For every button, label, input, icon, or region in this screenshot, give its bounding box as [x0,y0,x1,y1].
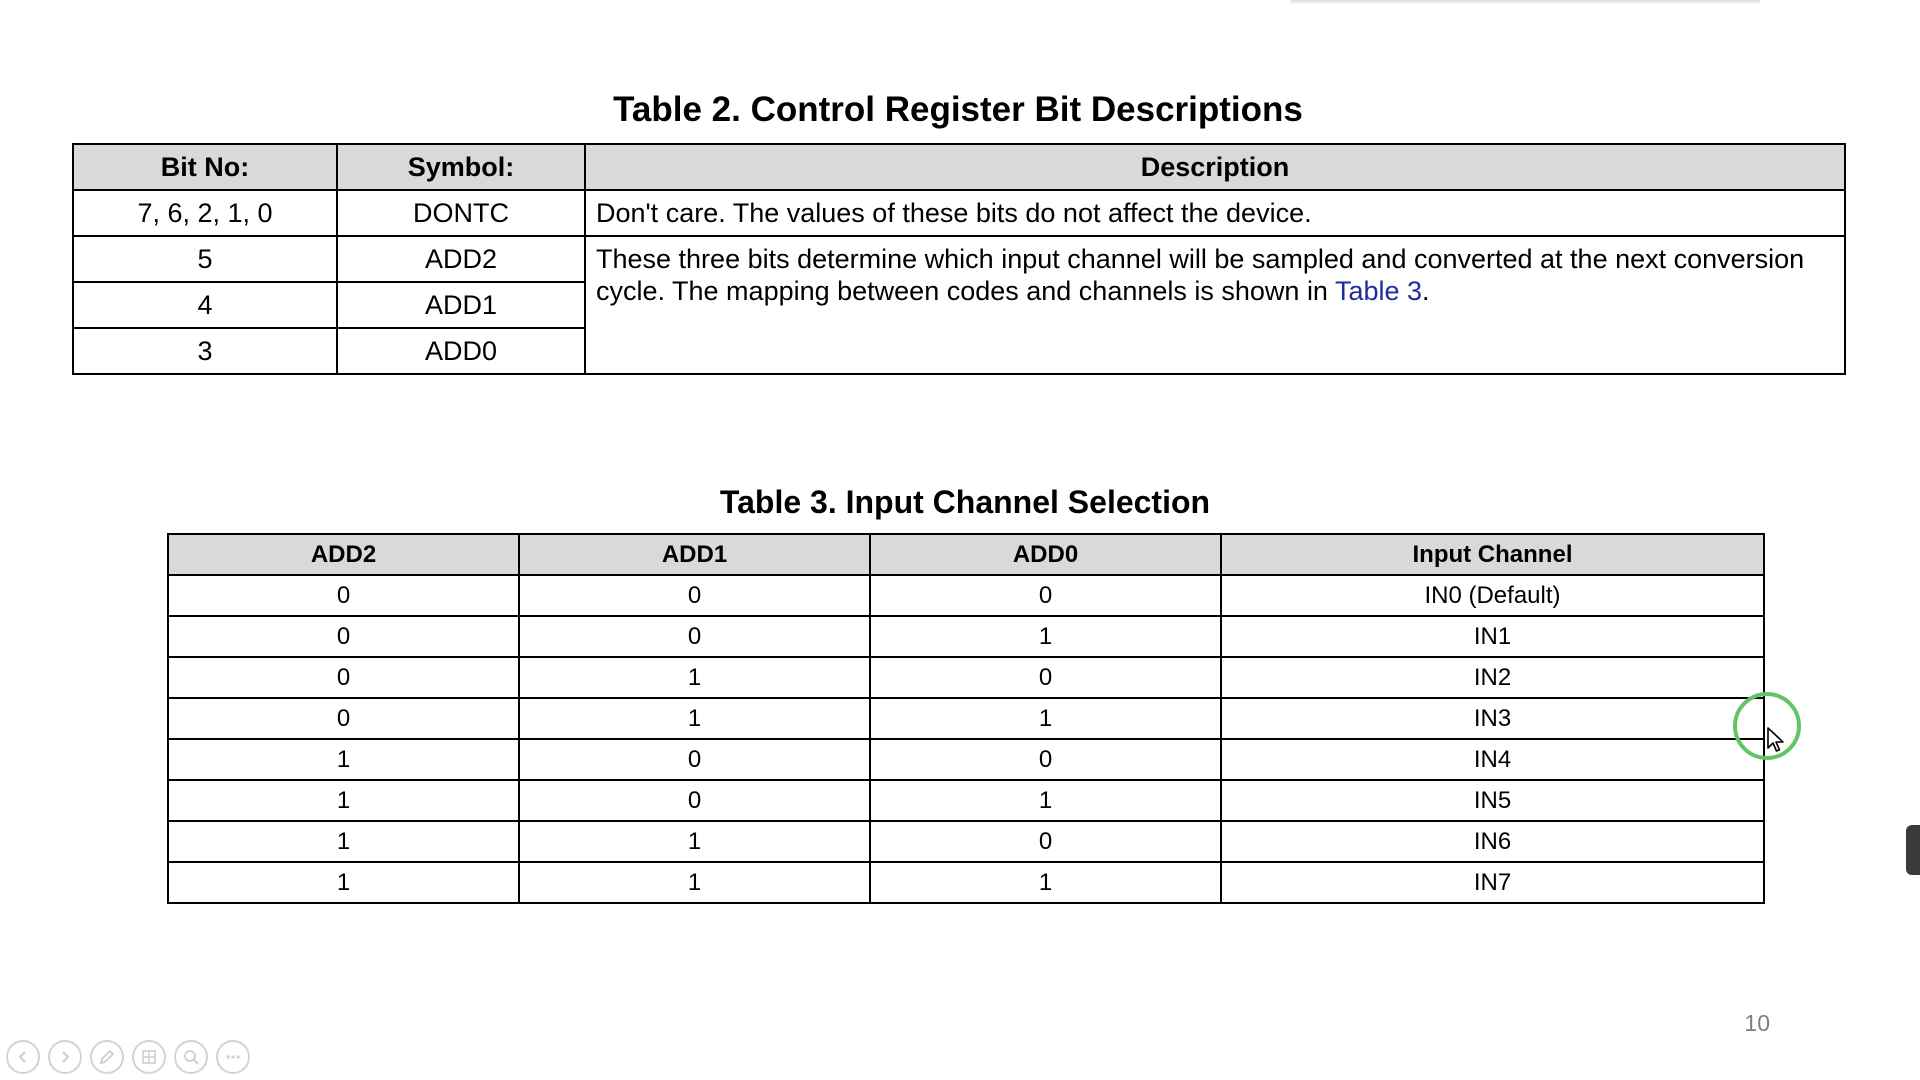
bit-cell: 5 [73,236,337,282]
description-suffix: . [1422,276,1430,306]
add0-cell: 0 [870,821,1221,862]
table-row [73,236,1845,282]
slides-grid-icon [140,1048,158,1066]
pen-icon [98,1048,116,1066]
slides-grid-button[interactable] [132,1040,166,1074]
next-slide-icon [57,1049,73,1065]
table-row [168,616,1764,657]
add0-cell: 0 [870,657,1221,698]
add1-cell: 1 [519,862,870,903]
merged-description-cell [585,236,1845,374]
table3-title: Table 3. Input Channel Selection [719,484,1211,520]
symbol-cell: ADD2 [337,236,585,282]
add1-cell: 0 [519,575,870,616]
bit-cell: 7, 6, 2, 1, 0 [73,190,337,236]
bit-cell: 4 [73,282,337,328]
previous-slide-button[interactable] [6,1040,40,1074]
header-description: Description [585,144,1845,190]
add0-cell: 0 [870,739,1221,780]
zoom-icon [182,1048,200,1066]
table-row [168,698,1764,739]
next-slide-button[interactable] [48,1040,82,1074]
description-cell: Don't care. The values of these bits do not affect the device. [585,190,1845,236]
channel-cell: IN6 [1221,821,1764,862]
input-channel-table [167,533,1765,904]
symbol-cell: DONTC [337,190,585,236]
add2-cell: 0 [168,698,519,739]
mouse-pointer-icon [1766,726,1786,754]
add2-cell: 1 [168,780,519,821]
symbol-cell: ADD0 [337,328,585,374]
table-row [73,190,1845,236]
side-panel-tab[interactable] [1906,825,1920,875]
zoom-button[interactable] [174,1040,208,1074]
header-symbol: Symbol: [337,144,585,190]
add1-cell: 1 [519,698,870,739]
header-add0: ADD0 [870,534,1221,575]
table-header-row [168,534,1764,575]
table-row [168,657,1764,698]
channel-cell: IN7 [1221,862,1764,903]
bit-cell: 3 [73,328,337,374]
add1-cell: 1 [519,657,870,698]
add0-cell: 1 [870,780,1221,821]
add2-cell: 0 [168,657,519,698]
add1-cell: 1 [519,821,870,862]
presentation-toolbar [6,1040,250,1074]
add2-cell: 1 [168,821,519,862]
add0-cell: 1 [870,862,1221,903]
add0-cell: 1 [870,698,1221,739]
add2-cell: 1 [168,739,519,780]
add1-cell: 0 [519,616,870,657]
symbol-cell: ADD1 [337,282,585,328]
more-options-button[interactable] [216,1040,250,1074]
table-row [168,575,1764,616]
add1-cell: 0 [519,780,870,821]
add0-cell: 1 [870,616,1221,657]
table-row [168,739,1764,780]
header-add1: ADD1 [519,534,870,575]
channel-cell: IN0 (Default) [1221,575,1764,616]
add2-cell: 0 [168,575,519,616]
table-header-row [73,144,1845,190]
page-number: 10 [1744,1010,1770,1036]
pen-button[interactable] [90,1040,124,1074]
add2-cell: 1 [168,862,519,903]
top-overlay-bar [1290,0,1760,2]
channel-cell: IN5 [1221,780,1764,821]
table-row [168,862,1764,903]
more-options-icon [224,1048,242,1066]
header-input-channel: Input Channel [1221,534,1764,575]
control-register-table [72,143,1846,375]
header-add2: ADD2 [168,534,519,575]
channel-cell: IN2 [1221,657,1764,698]
header-bit-no: Bit No: [73,144,337,190]
previous-slide-icon [15,1049,31,1065]
table-row [168,821,1764,862]
add1-cell: 0 [519,739,870,780]
table2-title: Table 2. Control Register Bit Descriptions [613,90,1303,129]
table3-link[interactable]: Table 3 [1334,276,1423,306]
description-text: These three bits determine which input channel will be sampled and converted at the next conversion cycle. The mapping between codes and channels is shown in [596,244,1805,306]
add2-cell: 0 [168,616,519,657]
channel-cell: IN1 [1221,616,1764,657]
add0-cell: 0 [870,575,1221,616]
table-row [168,780,1764,821]
channel-cell: IN3 [1221,698,1764,739]
channel-cell: IN4 [1221,739,1764,780]
